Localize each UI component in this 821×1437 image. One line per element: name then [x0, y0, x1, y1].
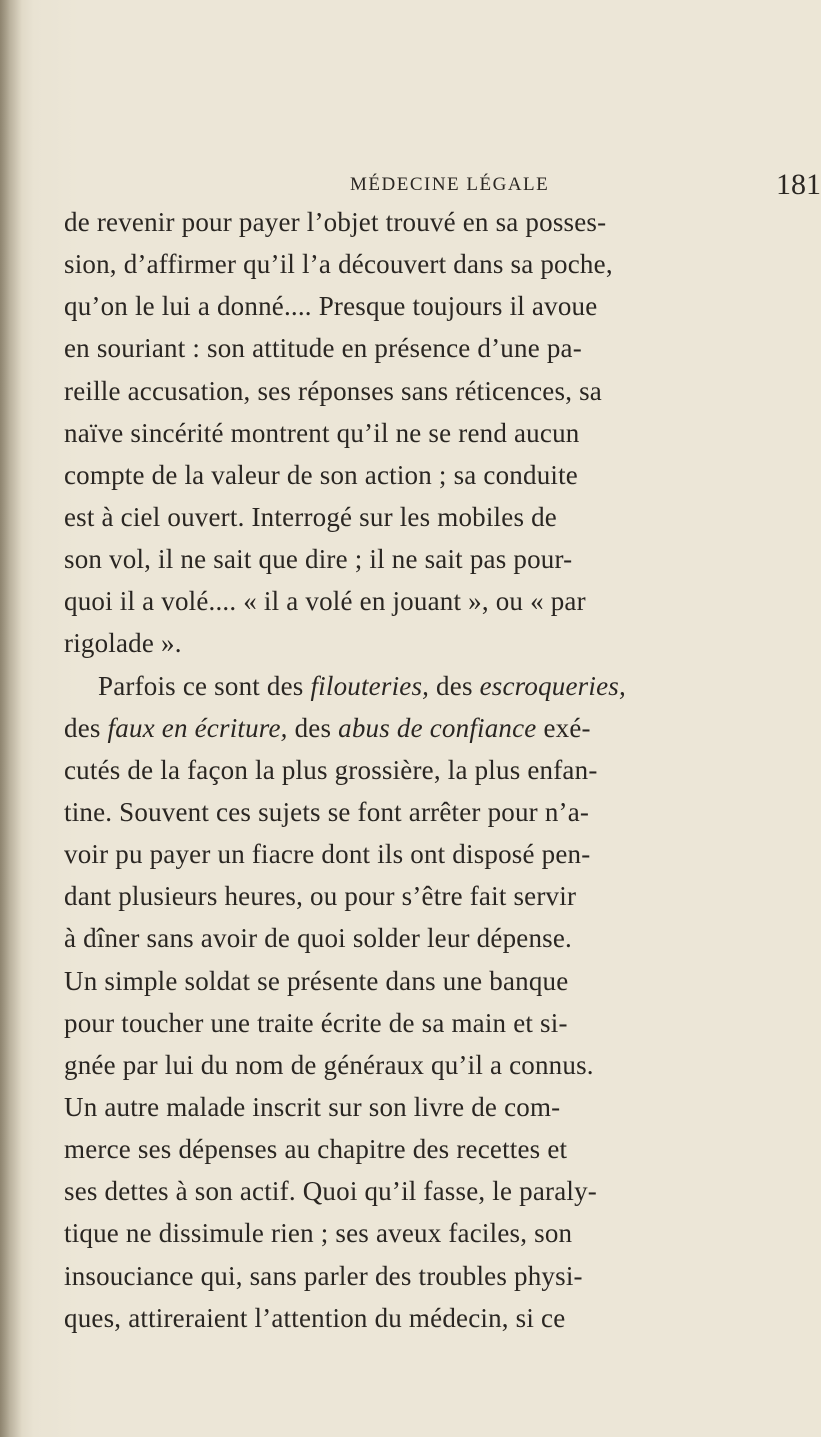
text-line: merce ses dépenses au chapitre des recettes et — [64, 1134, 568, 1165]
text-segment: exé- — [536, 712, 591, 743]
paragraph-start-line — [64, 665, 794, 707]
running-head: MÉDECINE LÉGALE — [350, 174, 550, 195]
italic-term: escroqueries, — [479, 670, 626, 701]
text-line: de revenir pour payer l’objet trouvé en sa posses- — [64, 207, 607, 237]
text-line — [64, 707, 794, 749]
text-line: dant plusieurs heures, ou pour s’être fait servir — [64, 881, 577, 912]
text-line: insouciance qui, sans parler des troubles physi- — [64, 1260, 583, 1291]
page-number: 181 — [776, 168, 821, 201]
text-line: à dîner sans avoir de quoi solder leur dépense. — [64, 923, 572, 954]
text-line: cutés de la façon la plus grossière, la plus enfan- — [64, 754, 598, 785]
body-text — [64, 201, 794, 1339]
text-line: voir pu payer un fiacre dont ils ont disposé pen- — [64, 839, 591, 870]
text-line: ses dettes à son actif. Quoi qu’il fasse, le paraly- — [64, 1176, 597, 1207]
text-segment: des — [64, 712, 108, 743]
text-line: Un simple soldat se présente dans une banque — [64, 965, 569, 996]
text-line: tine. Souvent ces sujets se font arrêter pour n’a- — [64, 796, 590, 827]
text-line: est à ciel ouvert. Interrogé sur les mobiles de — [64, 501, 557, 532]
italic-term: filouteries, — [310, 670, 430, 701]
italic-term: faux en écriture, — [107, 712, 288, 743]
italic-term: abus de confiance — [338, 712, 537, 743]
text-line: qu’on le lui a donné.... Presque toujours il avoue — [64, 291, 598, 322]
text-line: Un autre malade inscrit sur son livre de com- — [64, 1091, 561, 1122]
text-line: pour toucher une traite écrite de sa main et si- — [64, 1007, 568, 1038]
text-line: quoi il a volé.... « il a volé en jouant », ou « par — [64, 586, 586, 617]
text-line: tique ne dissimule rien ; ses aveux faciles, son — [64, 1218, 573, 1249]
text-line: en souriant : son attitude en présence d’une pa- — [64, 333, 582, 364]
text-segment: des — [287, 712, 339, 743]
text-segment: Parfois ce sont des — [98, 670, 311, 701]
text-line: naïve sincérité montrent qu’il ne se rend aucun — [64, 417, 580, 448]
text-line: rigolade ». — [64, 628, 182, 659]
text-line: son vol, il ne sait que dire ; il ne sait pas pour- — [64, 544, 573, 575]
text-line: gnée par lui du nom de généraux qu’il a connus. — [64, 1049, 594, 1080]
text-line: sion, d’affirmer qu’il l’a découvert dans sa poche, — [64, 249, 613, 280]
text-segment: des — [429, 670, 480, 701]
page-gutter-shadow — [0, 0, 22, 1437]
text-line: ques, attireraient l’attention du médecin, si ce — [64, 1302, 566, 1333]
text-line: compte de la valeur de son action ; sa conduite — [64, 459, 578, 490]
text-line: reille accusation, ses réponses sans réticences, sa — [64, 375, 602, 406]
